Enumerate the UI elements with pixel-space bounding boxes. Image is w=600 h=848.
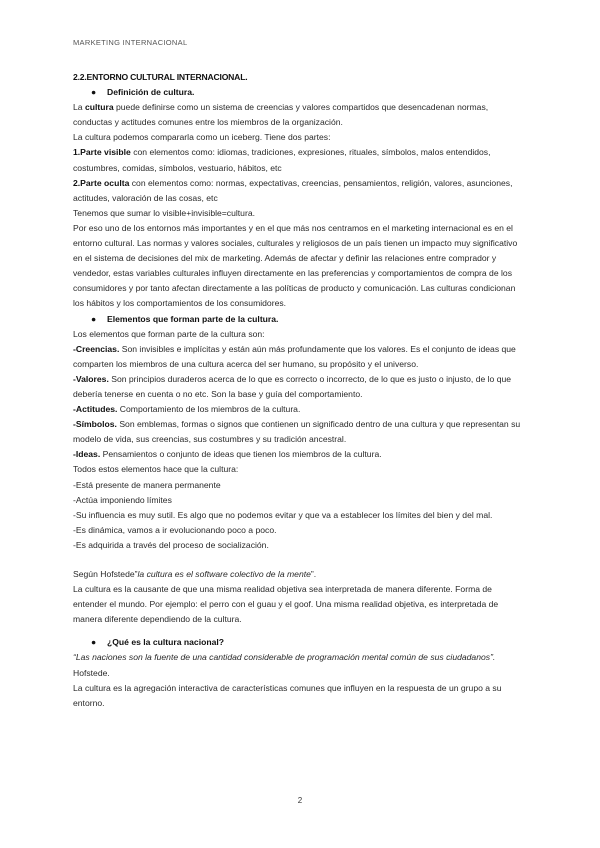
bullet-icon: ● <box>91 87 97 98</box>
list-item: -Su influencia es muy sutil. Es algo que no podemos evitar y que va a establecer los límites del bien y del mal. <box>73 509 493 520</box>
page-number: 2 <box>297 796 303 805</box>
spacer <box>73 553 528 567</box>
national-culture-quote: “Las naciones son la fuente de una cantidad considerable de programación mental común de sus ciudadanos”. Hofstede. <box>73 652 496 678</box>
bullet-heading-elements: ● Elementos que forman parte de la cultura. <box>73 312 528 327</box>
bullet-heading-national-culture: ● ¿Qué es la cultura nacional? <box>73 635 528 650</box>
list-item: -Es adquirida a través del proceso de socialización. <box>73 539 269 550</box>
list-item: -Está presente de manera permanente <box>73 479 221 490</box>
bullet-heading-definition: ● Definición de cultura. <box>73 85 528 100</box>
iceberg-line: La cultura podemos compararla como un iceberg. Tiene dos partes: <box>73 132 331 143</box>
reality-paragraph: La cultura es la causante de que una misma realidad objetiva sea interpretada de manera diferente. Forma de entender el mundo. Por ejemplo: el perro con el guau y el goof. Una misma realidad objetiva, es interpretada de manera diferente dependiendo de la cultura. <box>73 584 499 625</box>
elements-intro: Los elementos que forman parte de la cultura son: <box>73 328 265 339</box>
visible-part: 1.Parte visible con elementos como: idiomas, tradiciones, expresiones, rituales, símbolos, malos entendidos, costumbres, comidas, símbolos, vestuario, hábitos, etc <box>73 147 491 173</box>
bullet-icon: ● <box>91 637 97 648</box>
sum-line: Tenemos que sumar lo visible+invisible=cultura. <box>73 207 255 218</box>
definition-paragraph: La cultura puede definirse como un sistema de creencias y valores compartidos que desencadenan normas, conductas y actitudes comunes entre los miembros de la organización. <box>73 102 489 128</box>
culture-traits-intro: Todos estos elementos hace que la cultura: <box>73 464 239 475</box>
hofstede-quote-line: Según Hofstede”la cultura es el software colectivo de la mente”. <box>73 569 317 579</box>
list-item: -Es dinámica, vamos a ir evolucionando poco a poco. <box>73 524 277 535</box>
running-header: MARKETING INTERNACIONAL <box>73 38 188 47</box>
element-creencias: -Creencias. Son invisibles e implícitas y están aún más profundamente que los valores. Es el conjunto de ideas que comparten los miembros de una cultura acerca del ser humano, su propósito y el universo. <box>73 343 516 369</box>
element-ideas: -Ideas. Pensamientos o conjunto de ideas que tienen los miembros de la cultura. <box>73 449 382 460</box>
element-valores: -Valores. Son principios duraderos acerca de lo que es correcto o incorrecto, de lo que es justo o injusto, de lo que debería tenerse en cuenta o no etc. Son la base y guía del comportamiento. <box>73 373 512 399</box>
spacer <box>73 627 528 635</box>
bullet-icon: ● <box>91 313 97 324</box>
national-culture-paragraph: La cultura es la agregación interactiva de características comunes que influyen en la respuesta de un grupo a su entorno. <box>73 682 502 708</box>
section-title: 2.2.ENTORNO CULTURAL INTERNACIONAL. <box>73 72 248 82</box>
cultural-environment-paragraph: Por eso uno de los entornos más importantes y en el que más nos centramos en el marketing internacional es en el entorno cultural. Las normas y valores sociales, culturales y religiosos de un país tienen un impacto muy significativo en el sistema de decisiones del mix de marketing. Además de afectar y definir las relaciones entre comprador y vendedor, estas variables culturales influyen directamente en las preferencias y comportamientos de compra de los consumidores y por tanto afectan directamente a las políticas de producto y comunicación. Las culturas condicionan los hábitos y los comportamientos de los consumidores. <box>73 222 518 309</box>
element-actitudes: -Actitudes. Comportamiento de los miembros de la cultura. <box>73 404 301 415</box>
element-simbolos: -Símbolos. Son emblemas, formas o signos que contienen un significado dentro de una cultura y que representan su modelo de vida, sus creencias, sus costumbres y su tradición ancestral. <box>73 419 521 445</box>
document-body <box>73 70 528 711</box>
hidden-part: 2.Parte oculta con elementos como: normas, expectativas, creencias, pensamientos, religión, valores, asunciones, actitudes, valoración de las cosas, etc <box>73 177 513 203</box>
list-item: -Actúa imponiendo límites <box>73 494 172 505</box>
